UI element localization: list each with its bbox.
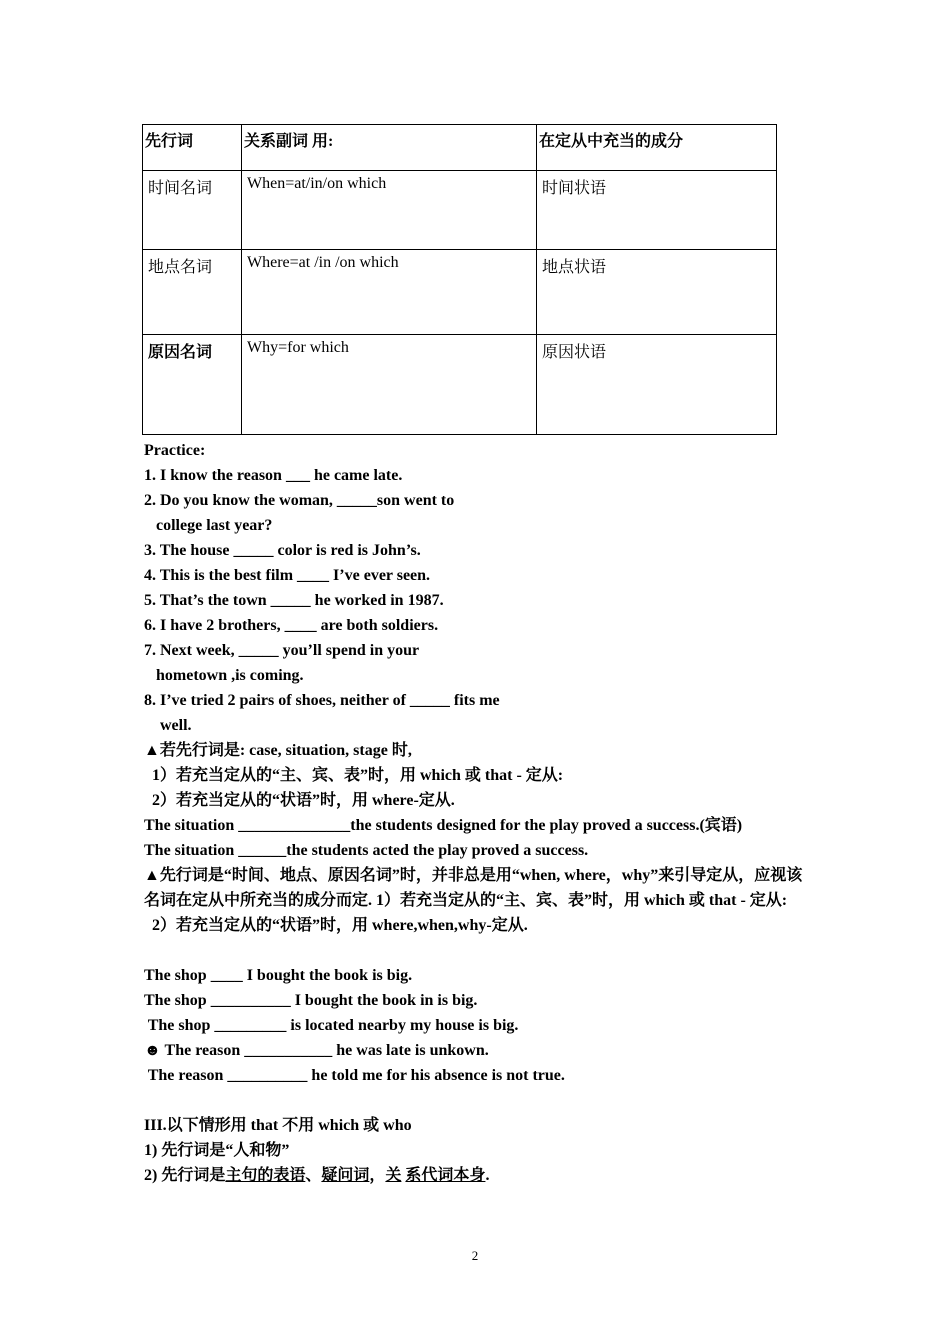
practice-line: 4. This is the best film ____ I’ve ever seen. bbox=[144, 567, 431, 584]
practice-line: 7. Next week, _____ you’ll spend in your bbox=[144, 642, 420, 659]
note-item: 2）若充当定从的“状语”时，用 where-定从. bbox=[144, 792, 455, 809]
practice-line: 1. I know the reason ___ he came late. bbox=[144, 467, 403, 484]
example-sentence: The shop ____ I bought the book is big. bbox=[144, 967, 413, 984]
practice-line: 6. I have 2 brothers, ____ are both soldiers. bbox=[144, 617, 439, 634]
note-item: 2）若充当定从的“状语”时，用 where,when,why-定从. bbox=[144, 917, 528, 934]
table-cell: Why=for which bbox=[242, 335, 537, 435]
example-sentence: ☻ The reason ___________ he was late is unkown. bbox=[144, 1042, 489, 1059]
document-body bbox=[144, 438, 824, 1188]
blank-line bbox=[144, 1088, 824, 1113]
table-header-cell: 关系副词 用: bbox=[242, 125, 537, 171]
table-cell: 原因名词 bbox=[143, 335, 242, 435]
page-number: 2 bbox=[471, 1248, 479, 1263]
note-item: 1）若充当定从的“主、宾、表”时，用 which 或 that - 定从: bbox=[144, 767, 564, 784]
table-cell: 地点名词 bbox=[143, 250, 242, 335]
table-row bbox=[143, 171, 777, 250]
note-heading: ▲若先行词是: case, situation, stage 时, bbox=[144, 742, 412, 759]
table-header-row bbox=[143, 125, 777, 171]
note-paragraph: ▲先行词是“时间、地点、原因名词”时，并非总是用“when, where，why”来引导定从，应视该名词在定从中所充当的成分而定. 1）若充当定从的“主、宾、表”时，用 which 或 that - 定从: bbox=[144, 867, 803, 909]
example-sentence: The reason __________ he told me for his absence is not true. bbox=[144, 1067, 565, 1084]
table-cell: 地点状语 bbox=[537, 250, 777, 335]
underlined-term: 关 bbox=[385, 1167, 402, 1184]
table-row bbox=[143, 335, 777, 435]
practice-line: hometown ,is coming. bbox=[144, 667, 304, 684]
example-sentence: The situation ______________the students designed for the play proved a success.(宾语) bbox=[144, 817, 743, 834]
practice-line: well. bbox=[144, 717, 192, 734]
blank-line bbox=[144, 938, 824, 963]
table-header-cell: 先行词 bbox=[143, 125, 242, 171]
table-cell: 时间状语 bbox=[537, 171, 777, 250]
table-header-cell: 在定从中充当的成分 bbox=[537, 125, 777, 171]
underlined-term: 疑问词 bbox=[321, 1167, 370, 1184]
practice-line: college last year? bbox=[144, 517, 273, 534]
practice-line: 5. That’s the town _____ he worked in 1987. bbox=[144, 592, 444, 609]
practice-title: Practice: bbox=[144, 442, 206, 459]
punctuation: ， bbox=[369, 1167, 386, 1184]
section-item bbox=[144, 1163, 824, 1188]
example-sentence: The situation ______the students acted the play proved a success. bbox=[144, 842, 589, 859]
section-heading: III.以下情形用 that 不用 which 或 who bbox=[144, 1117, 412, 1134]
underlined-term: 主句的表语 bbox=[225, 1167, 306, 1184]
punctuation: 、 bbox=[305, 1167, 322, 1184]
underlined-term: 系代词本身 bbox=[405, 1167, 486, 1184]
item-text: 2) 先行词是 bbox=[144, 1167, 226, 1184]
practice-line: 3. The house _____ color is red is John’s. bbox=[144, 542, 421, 559]
table-cell: Where=at /in /on which bbox=[242, 250, 537, 335]
practice-line: 8. I’ve tried 2 pairs of shoes, neither of _____ fits me bbox=[144, 692, 500, 709]
punctuation: . bbox=[485, 1167, 490, 1184]
practice-line: 2. Do you know the woman, _____son went to bbox=[144, 492, 455, 509]
example-sentence: The shop _________ is located nearby my house is big. bbox=[144, 1017, 519, 1034]
table-cell: 时间名词 bbox=[143, 171, 242, 250]
table-row bbox=[143, 250, 777, 335]
section-item: 1) 先行词是“人和物” bbox=[144, 1142, 290, 1159]
table-cell: When=at/in/on which bbox=[242, 171, 537, 250]
relative-adverb-table bbox=[142, 124, 777, 435]
example-sentence: The shop __________ I bought the book in is big. bbox=[144, 992, 478, 1009]
table-cell: 原因状语 bbox=[537, 335, 777, 435]
